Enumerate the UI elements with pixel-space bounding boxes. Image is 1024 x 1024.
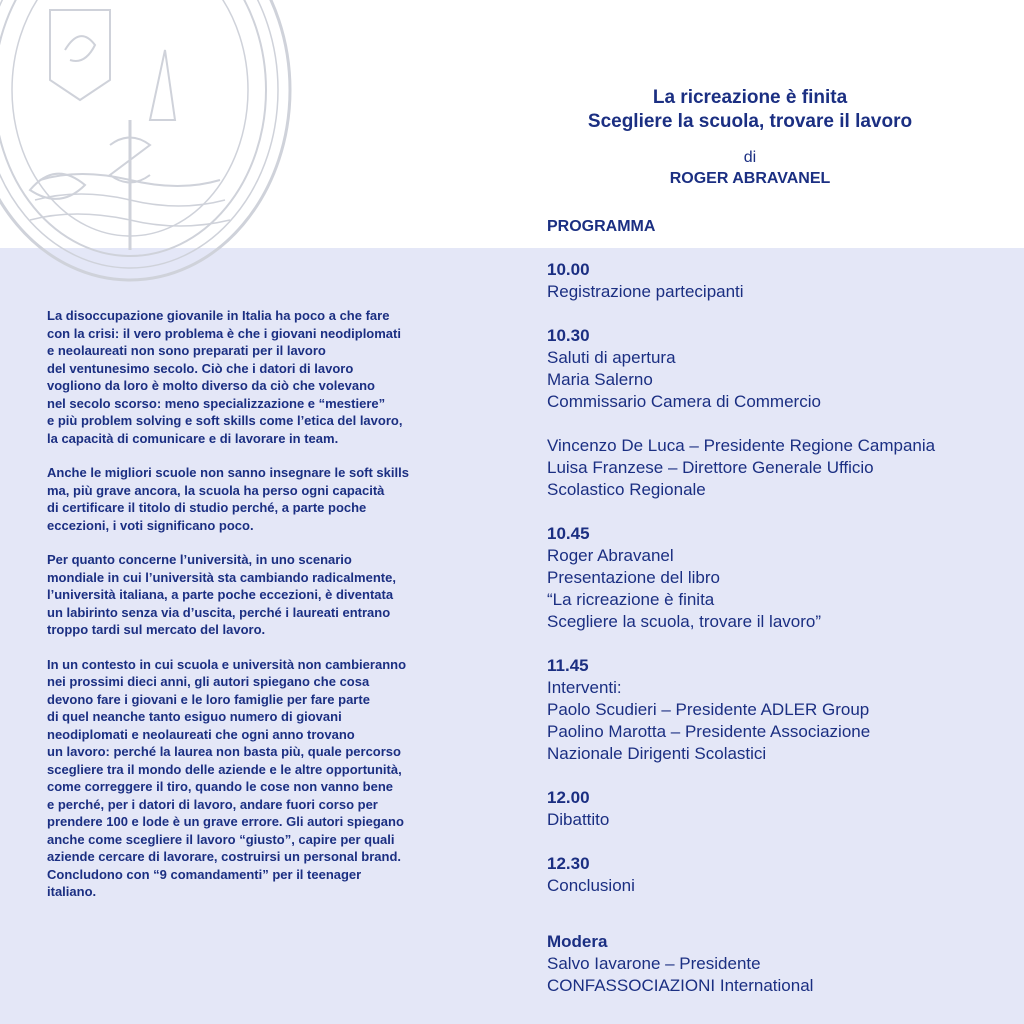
slot-line: Paolino Marotta – Presidente Associazione [547, 722, 871, 741]
slot-time: 10.45 [547, 524, 590, 543]
slot-line: Vincenzo De Luca – Presidente Regione Campania [547, 436, 936, 455]
slot-time: 11.45 [547, 656, 589, 675]
intro-paragraph: Per quanto concerne l’università, in uno scenario mondiale in cui l’università sta cambiando radicalmente, l’università italiana, a parte poche eccezioni, è diventata un labirinto senza via d’uscita, perché i laureati entrano troppo tardi sul mercato del lavoro. [47, 552, 396, 637]
slot-line: “La ricreazione è finita [547, 590, 715, 609]
slot-line: Paolo Scudieri – Presidente ADLER Group [547, 700, 870, 719]
slot-line: Registrazione partecipanti [547, 282, 744, 301]
programme-slot [547, 325, 1017, 501]
slot-line: Presentazione del libro [547, 568, 720, 587]
moderator-heading: Modera [547, 932, 608, 951]
moderator-line: Salvo Iavarone – Presidente [547, 954, 761, 973]
slot-line: Roger Abravanel [547, 546, 674, 565]
moderator-line: CONFASSOCIAZIONI International [547, 976, 814, 995]
programme-slot [547, 259, 1017, 303]
slot-line: Luisa Franzese – Direttore Generale Ufficio [547, 458, 874, 477]
programme-slot [547, 655, 1017, 765]
slot-line: Scolastico Regionale [547, 480, 706, 499]
intro-text [47, 307, 447, 918]
slot-line: Interventi: [547, 678, 622, 697]
emblem-seal-icon [0, 0, 300, 290]
slot-time: 10.00 [547, 260, 590, 279]
intro-paragraph: Anche le migliori scuole non sanno insegnare le soft skills ma, più grave ancora, la scuola ha perso ogni capacità di certificare il titolo di studio perché, a parte poche eccezioni, i voti significano poco. [47, 465, 409, 533]
slot-line: Scegliere la scuola, trovare il lavoro” [547, 612, 822, 631]
moderator-block [547, 931, 813, 997]
event-title-block [540, 86, 960, 190]
by-label: di [743, 149, 757, 166]
author-name: ROGER ABRAVANEL [669, 170, 831, 187]
slot-line: Commissario Camera di Commercio [547, 392, 821, 411]
programme-slot [547, 787, 1017, 831]
intro-paragraph: In un contesto in cui scuola e università non cambieranno nei prossimi dieci anni, gli autori spiegano che cosa devono fare i giovani e le loro famiglie per fare parte di quel neanche tanto esiguo numero di giovani neodiplomati e neolaureati che ogni anno trovano un lavoro: perché la laurea non basta più, quale percorso scegliere tra il mondo delle aziende e le altre opportunità, come correggere il tiro, quando le cose non vanno bene e perché, per i datori di lavoro, andare fuori corso per prendere 100 e lode è un grave errore. Gli autori spiegano anche come scegliere il lavoro “giusto”, capire per quali aziende cercare di lavorare, costruirsi un personal brand. Concludono con “9 comandamenti” per il teenager italiano. [47, 656, 407, 899]
slot-line: Maria Salerno [547, 370, 653, 389]
event-title: La ricreazione è finita [652, 87, 848, 108]
programme-heading: PROGRAMMA [547, 218, 656, 235]
slot-time: 12.00 [547, 788, 590, 807]
programme [547, 216, 1017, 919]
event-subtitle: Scegliere la scuola, trovare il lavoro [587, 111, 913, 132]
slot-time: 10.30 [547, 326, 590, 345]
intro-paragraph: La disoccupazione giovanile in Italia ha poco a che fare con la crisi: il vero problema è che i giovani neodiplomati e neolaureati non sono preparati per il lavoro del ventunesimo secolo. Ciò che i datori di lavoro vogliono da loro è molto diverso da ciò che volevano nel secolo scorso: meno specializzazione e “mestiere” e più problem solving e soft skills come l’etica del lavoro, la capacità di comunicare e di lavorare in team. [47, 308, 403, 446]
slot-line: Conclusioni [547, 876, 635, 895]
slot-line: Nazionale Dirigenti Scolastici [547, 744, 767, 763]
slot-time: 12.30 [547, 854, 590, 873]
slot-line: Dibattito [547, 810, 610, 829]
programme-slot [547, 523, 1017, 633]
slot-spacer [547, 413, 1017, 435]
programme-slot [547, 853, 1017, 897]
slot-line: Saluti di apertura [547, 348, 676, 367]
